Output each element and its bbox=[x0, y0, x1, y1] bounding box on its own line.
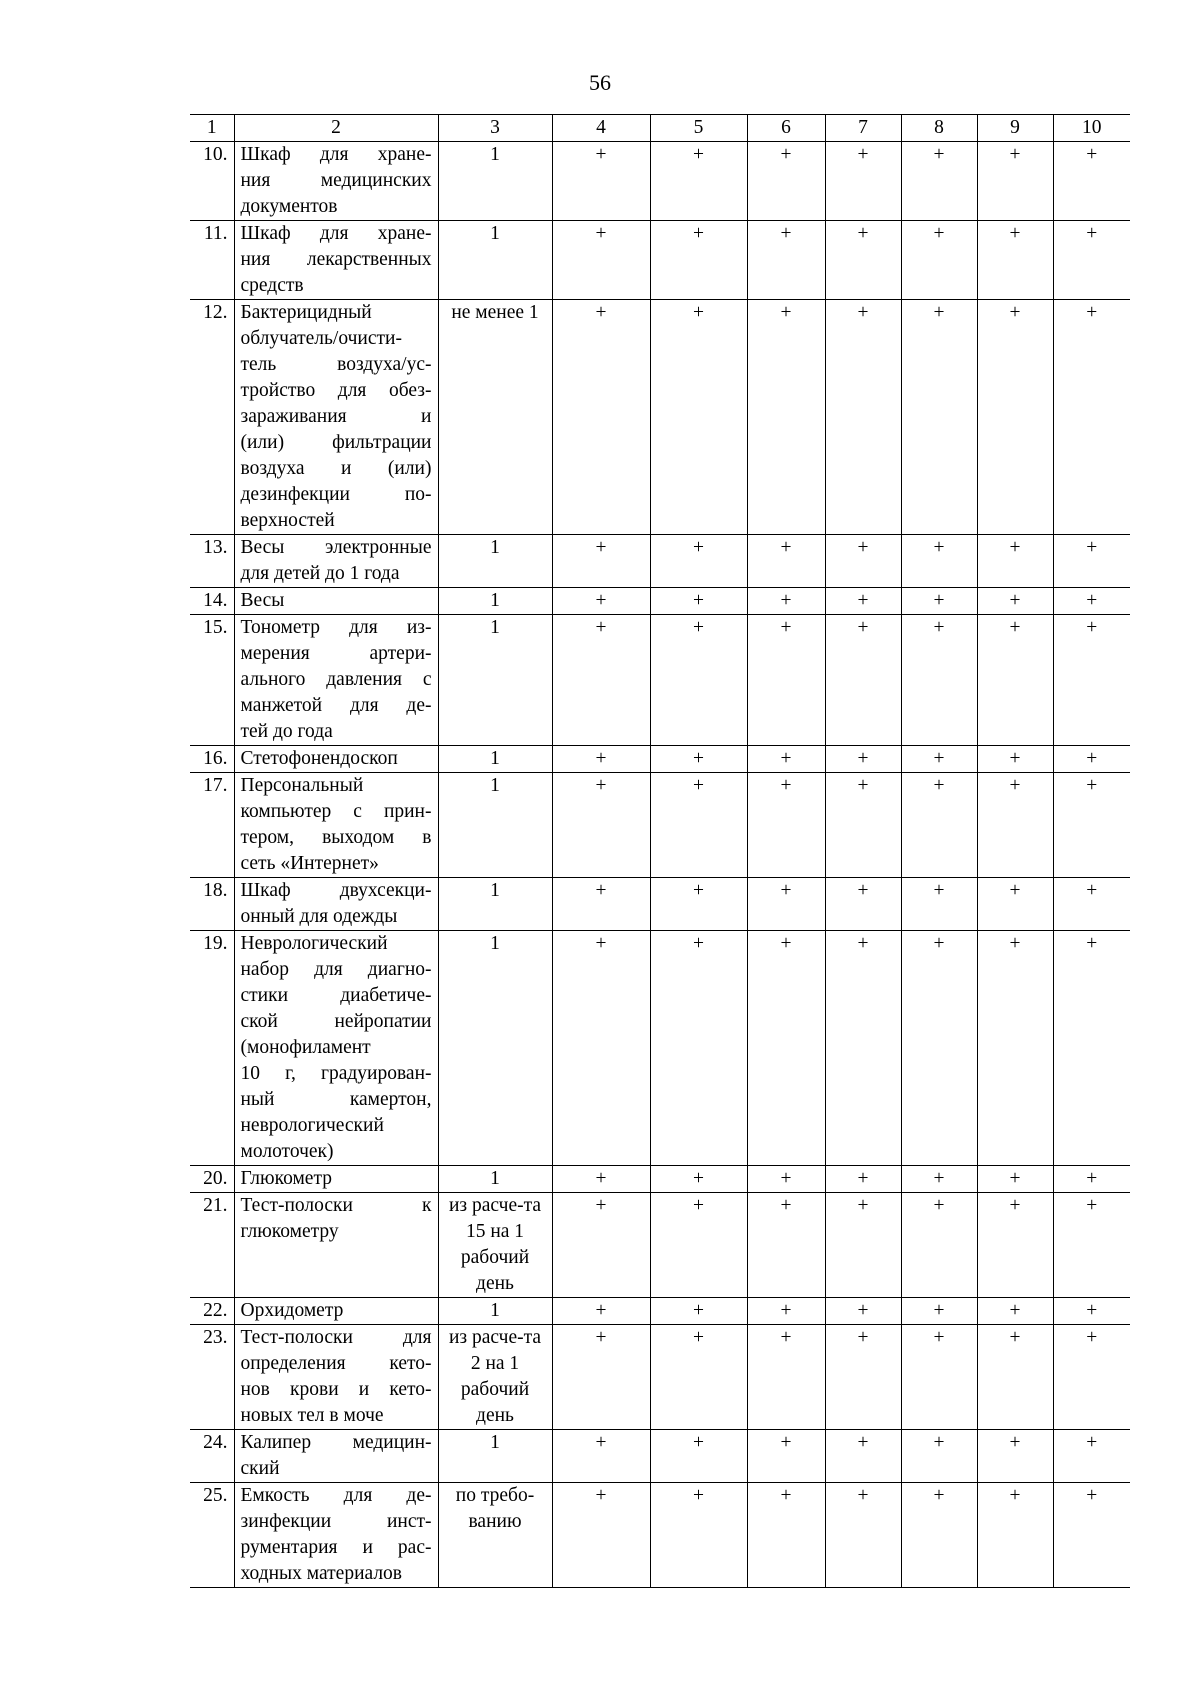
availability-mark-col-6: + bbox=[747, 535, 825, 588]
item-quantity: 1 bbox=[438, 1430, 552, 1483]
availability-mark-col-8: + bbox=[901, 615, 977, 746]
item-name-line: молоточек) bbox=[240, 1141, 334, 1162]
item-name-line: Шкаф для хране- bbox=[240, 223, 432, 244]
row-number: 15. bbox=[190, 615, 234, 746]
item-name bbox=[234, 1298, 438, 1325]
availability-mark-col-6: + bbox=[747, 1166, 825, 1193]
item-name-line: Шкаф двухсекци- bbox=[240, 880, 432, 901]
item-name-line: глюкометру bbox=[240, 1221, 339, 1242]
availability-mark-col-6: + bbox=[747, 1483, 825, 1588]
page-number: 56 bbox=[589, 70, 611, 95]
availability-mark-col-8: + bbox=[901, 1193, 977, 1298]
item-name-line: документов bbox=[240, 196, 338, 217]
availability-mark-col-7: + bbox=[825, 931, 901, 1166]
availability-mark-col-9: + bbox=[977, 773, 1053, 878]
row-number: 10. bbox=[190, 142, 234, 221]
column-header-4: 4 bbox=[552, 115, 650, 142]
availability-mark-col-7: + bbox=[825, 588, 901, 615]
availability-mark-col-8: + bbox=[901, 1430, 977, 1483]
availability-mark-col-4: + bbox=[552, 1193, 650, 1298]
item-name-line: Глюкометр bbox=[240, 1168, 332, 1189]
availability-mark-col-9: + bbox=[977, 1166, 1053, 1193]
availability-mark-col-6: + bbox=[747, 746, 825, 773]
availability-mark-col-9: + bbox=[977, 142, 1053, 221]
table-row bbox=[190, 1325, 1130, 1430]
column-header-10: 10 bbox=[1053, 115, 1130, 142]
item-name-line: мерения артери- bbox=[240, 643, 432, 664]
item-name-line: Емкость для де- bbox=[240, 1485, 432, 1506]
availability-mark-col-9: + bbox=[977, 1430, 1053, 1483]
item-quantity: 1 bbox=[438, 773, 552, 878]
availability-mark-col-5: + bbox=[650, 535, 747, 588]
availability-mark-col-7: + bbox=[825, 746, 901, 773]
availability-mark-col-4: + bbox=[552, 878, 650, 931]
availability-mark-col-5: + bbox=[650, 746, 747, 773]
item-name-line: (монофиламент bbox=[240, 1037, 371, 1058]
availability-mark-col-10: + bbox=[1053, 878, 1130, 931]
column-header-8: 8 bbox=[901, 115, 977, 142]
item-name-line: Тест-полоски к bbox=[240, 1195, 432, 1216]
item-quantity: 1 bbox=[438, 588, 552, 615]
availability-mark-col-5: + bbox=[650, 1298, 747, 1325]
item-name-line: Весы bbox=[240, 590, 285, 611]
availability-mark-col-9: + bbox=[977, 931, 1053, 1166]
item-name bbox=[234, 1325, 438, 1430]
item-name-line: зараживания и bbox=[240, 406, 432, 427]
item-name-line: Шкаф для хране- bbox=[240, 144, 432, 165]
availability-mark-col-6: + bbox=[747, 1430, 825, 1483]
item-name-line: ния лекарственных bbox=[240, 249, 432, 270]
availability-mark-col-9: + bbox=[977, 878, 1053, 931]
availability-mark-col-8: + bbox=[901, 588, 977, 615]
item-name-line: воздуха и (или) bbox=[240, 458, 432, 479]
availability-mark-col-9: + bbox=[977, 1483, 1053, 1588]
availability-mark-col-10: + bbox=[1053, 746, 1130, 773]
availability-mark-col-9: + bbox=[977, 1193, 1053, 1298]
availability-mark-col-8: + bbox=[901, 1325, 977, 1430]
availability-mark-col-5: + bbox=[650, 1193, 747, 1298]
availability-mark-col-7: + bbox=[825, 773, 901, 878]
availability-mark-col-5: + bbox=[650, 931, 747, 1166]
availability-mark-col-8: + bbox=[901, 535, 977, 588]
column-header-6: 6 bbox=[747, 115, 825, 142]
row-number: 13. bbox=[190, 535, 234, 588]
availability-mark-col-10: + bbox=[1053, 615, 1130, 746]
availability-mark-col-8: + bbox=[901, 300, 977, 535]
item-name-line: верхностей bbox=[240, 510, 335, 531]
table-body bbox=[190, 115, 1130, 1588]
availability-mark-col-4: + bbox=[552, 1325, 650, 1430]
item-name bbox=[234, 878, 438, 931]
availability-mark-col-8: + bbox=[901, 931, 977, 1166]
item-name-line: Калипер медицин- bbox=[240, 1432, 432, 1453]
item-name-line: неврологический bbox=[240, 1115, 384, 1136]
availability-mark-col-10: + bbox=[1053, 142, 1130, 221]
availability-mark-col-10: + bbox=[1053, 1298, 1130, 1325]
item-quantity: по требо-ванию bbox=[438, 1483, 552, 1588]
availability-mark-col-5: + bbox=[650, 878, 747, 931]
row-number: 18. bbox=[190, 878, 234, 931]
availability-mark-col-6: + bbox=[747, 878, 825, 931]
item-name-line: ального давления с bbox=[240, 669, 432, 690]
availability-mark-col-7: + bbox=[825, 1193, 901, 1298]
item-quantity: 1 bbox=[438, 615, 552, 746]
availability-mark-col-7: + bbox=[825, 878, 901, 931]
item-name-line: Стетофонендоскоп bbox=[240, 748, 398, 769]
column-header-5: 5 bbox=[650, 115, 747, 142]
item-name-line: компьютер с прин- bbox=[240, 801, 432, 822]
availability-mark-col-4: + bbox=[552, 931, 650, 1166]
column-header-9: 9 bbox=[977, 115, 1053, 142]
availability-mark-col-5: + bbox=[650, 1166, 747, 1193]
item-name bbox=[234, 1483, 438, 1588]
item-name-line: для детей до 1 года bbox=[240, 563, 400, 584]
availability-mark-col-4: + bbox=[552, 615, 650, 746]
item-name bbox=[234, 221, 438, 300]
row-number: 11. bbox=[190, 221, 234, 300]
item-name-line: рументария и рас- bbox=[240, 1537, 432, 1558]
item-name-line: тером, выходом в bbox=[240, 827, 432, 848]
item-name bbox=[234, 588, 438, 615]
item-name-line: дезинфекции по- bbox=[240, 484, 432, 505]
row-number: 22. bbox=[190, 1298, 234, 1325]
item-name-line: ской нейропатии bbox=[240, 1011, 432, 1032]
availability-mark-col-10: + bbox=[1053, 931, 1130, 1166]
item-name bbox=[234, 773, 438, 878]
availability-mark-col-6: + bbox=[747, 615, 825, 746]
item-name-line: тройство для обез- bbox=[240, 380, 432, 401]
column-header-7: 7 bbox=[825, 115, 901, 142]
availability-mark-col-9: + bbox=[977, 588, 1053, 615]
item-name-line: 10 г, градуирован- bbox=[240, 1063, 432, 1084]
availability-mark-col-4: + bbox=[552, 142, 650, 221]
item-name-line: нов крови и кето- bbox=[240, 1379, 432, 1400]
item-name bbox=[234, 1430, 438, 1483]
column-header-2: 2 bbox=[234, 115, 438, 142]
availability-mark-col-9: + bbox=[977, 1298, 1053, 1325]
item-name-line: тель воздуха/ус- bbox=[240, 354, 432, 375]
equipment-table bbox=[190, 114, 1130, 1588]
availability-mark-col-6: + bbox=[747, 1193, 825, 1298]
availability-mark-col-4: + bbox=[552, 535, 650, 588]
availability-mark-col-4: + bbox=[552, 1430, 650, 1483]
item-quantity: 1 bbox=[438, 221, 552, 300]
table-row bbox=[190, 773, 1130, 878]
availability-mark-col-5: + bbox=[650, 1430, 747, 1483]
column-header-3: 3 bbox=[438, 115, 552, 142]
item-name bbox=[234, 1166, 438, 1193]
item-name-line: стики диабетиче- bbox=[240, 985, 432, 1006]
table-row bbox=[190, 746, 1130, 773]
row-number: 19. bbox=[190, 931, 234, 1166]
item-name bbox=[234, 1193, 438, 1298]
table-row bbox=[190, 615, 1130, 746]
availability-mark-col-4: + bbox=[552, 221, 650, 300]
availability-mark-col-5: + bbox=[650, 300, 747, 535]
row-number: 24. bbox=[190, 1430, 234, 1483]
table-row bbox=[190, 1166, 1130, 1193]
item-name-line: Весы электронные bbox=[240, 537, 432, 558]
item-name-line: Орхидометр bbox=[240, 1300, 344, 1321]
availability-mark-col-6: + bbox=[747, 588, 825, 615]
availability-mark-col-5: + bbox=[650, 142, 747, 221]
column-header-1: 1 bbox=[190, 115, 234, 142]
item-name-line: определения кето- bbox=[240, 1353, 432, 1374]
availability-mark-col-9: + bbox=[977, 535, 1053, 588]
availability-mark-col-9: + bbox=[977, 221, 1053, 300]
availability-mark-col-6: + bbox=[747, 142, 825, 221]
availability-mark-col-7: + bbox=[825, 1166, 901, 1193]
availability-mark-col-4: + bbox=[552, 1298, 650, 1325]
table-row bbox=[190, 142, 1130, 221]
availability-mark-col-6: + bbox=[747, 1298, 825, 1325]
availability-mark-col-10: + bbox=[1053, 1166, 1130, 1193]
availability-mark-col-10: + bbox=[1053, 588, 1130, 615]
availability-mark-col-7: + bbox=[825, 142, 901, 221]
table-row bbox=[190, 878, 1130, 931]
availability-mark-col-8: + bbox=[901, 142, 977, 221]
availability-mark-col-4: + bbox=[552, 588, 650, 615]
item-name-line: (или) фильтрации bbox=[240, 432, 432, 453]
availability-mark-col-4: + bbox=[552, 1166, 650, 1193]
availability-mark-col-10: + bbox=[1053, 535, 1130, 588]
availability-mark-col-6: + bbox=[747, 300, 825, 535]
table-row bbox=[190, 1430, 1130, 1483]
item-name bbox=[234, 746, 438, 773]
availability-mark-col-7: + bbox=[825, 535, 901, 588]
availability-mark-col-4: + bbox=[552, 773, 650, 878]
item-name-line: сеть «Интернет» bbox=[240, 853, 379, 874]
availability-mark-col-10: + bbox=[1053, 221, 1130, 300]
availability-mark-col-8: + bbox=[901, 746, 977, 773]
availability-mark-col-9: + bbox=[977, 1325, 1053, 1430]
availability-mark-col-8: + bbox=[901, 773, 977, 878]
table-row bbox=[190, 535, 1130, 588]
availability-mark-col-6: + bbox=[747, 931, 825, 1166]
availability-mark-col-8: + bbox=[901, 1298, 977, 1325]
availability-mark-col-7: + bbox=[825, 1483, 901, 1588]
availability-mark-col-6: + bbox=[747, 221, 825, 300]
item-name-line: средств bbox=[240, 275, 304, 296]
row-number: 17. bbox=[190, 773, 234, 878]
row-number: 23. bbox=[190, 1325, 234, 1430]
table-row bbox=[190, 221, 1130, 300]
item-quantity: 1 bbox=[438, 931, 552, 1166]
item-name-line: зинфекции инст- bbox=[240, 1511, 432, 1532]
table-row bbox=[190, 1298, 1130, 1325]
availability-mark-col-10: + bbox=[1053, 300, 1130, 535]
item-name-line: Тонометр для из- bbox=[240, 617, 432, 638]
availability-mark-col-5: + bbox=[650, 221, 747, 300]
item-name-line: ский bbox=[240, 1458, 280, 1479]
item-quantity: не менее 1 bbox=[438, 300, 552, 535]
item-name bbox=[234, 931, 438, 1166]
availability-mark-col-5: + bbox=[650, 773, 747, 878]
table-row bbox=[190, 300, 1130, 535]
availability-mark-col-6: + bbox=[747, 1325, 825, 1430]
row-number: 25. bbox=[190, 1483, 234, 1588]
table-row bbox=[190, 1193, 1130, 1298]
item-name-line: ния медицинских bbox=[240, 170, 432, 191]
item-name bbox=[234, 300, 438, 535]
availability-mark-col-7: + bbox=[825, 1325, 901, 1430]
row-number: 16. bbox=[190, 746, 234, 773]
availability-mark-col-5: + bbox=[650, 615, 747, 746]
availability-mark-col-10: + bbox=[1053, 1325, 1130, 1430]
item-name-line: манжетой для де- bbox=[240, 695, 432, 716]
item-name-line: ный камертон, bbox=[240, 1089, 432, 1110]
item-quantity: 1 bbox=[438, 1166, 552, 1193]
item-quantity: из расче-та 2 на 1 рабочий день bbox=[438, 1325, 552, 1430]
availability-mark-col-8: + bbox=[901, 1166, 977, 1193]
row-number: 12. bbox=[190, 300, 234, 535]
availability-mark-col-7: + bbox=[825, 221, 901, 300]
availability-mark-col-7: + bbox=[825, 1430, 901, 1483]
item-name-line: Персональный bbox=[240, 775, 364, 796]
item-quantity: из расче-та 15 на 1 рабочий день bbox=[438, 1193, 552, 1298]
availability-mark-col-8: + bbox=[901, 878, 977, 931]
availability-mark-col-7: + bbox=[825, 1298, 901, 1325]
availability-mark-col-5: + bbox=[650, 1325, 747, 1430]
availability-mark-col-10: + bbox=[1053, 1483, 1130, 1588]
table-row bbox=[190, 1483, 1130, 1588]
item-quantity: 1 bbox=[438, 746, 552, 773]
availability-mark-col-10: + bbox=[1053, 1193, 1130, 1298]
item-name-line: тей до года bbox=[240, 721, 333, 742]
item-name-line: ходных материалов bbox=[240, 1563, 403, 1584]
item-quantity: 1 bbox=[438, 535, 552, 588]
item-name-line: Неврологический bbox=[240, 933, 388, 954]
row-number: 21. bbox=[190, 1193, 234, 1298]
row-number: 14. bbox=[190, 588, 234, 615]
availability-mark-col-4: + bbox=[552, 1483, 650, 1588]
availability-mark-col-7: + bbox=[825, 615, 901, 746]
item-name-line: онный для одежды bbox=[240, 906, 398, 927]
availability-mark-col-10: + bbox=[1053, 773, 1130, 878]
header-row bbox=[190, 115, 1130, 142]
availability-mark-col-4: + bbox=[552, 300, 650, 535]
availability-mark-col-8: + bbox=[901, 1483, 977, 1588]
table-row bbox=[190, 588, 1130, 615]
item-quantity: 1 bbox=[438, 142, 552, 221]
availability-mark-col-9: + bbox=[977, 746, 1053, 773]
availability-mark-col-5: + bbox=[650, 1483, 747, 1588]
availability-mark-col-9: + bbox=[977, 615, 1053, 746]
item-name bbox=[234, 535, 438, 588]
item-name bbox=[234, 615, 438, 746]
item-name-line: набор для диагно- bbox=[240, 959, 432, 980]
item-name-line: Тест-полоски для bbox=[240, 1327, 432, 1348]
availability-mark-col-4: + bbox=[552, 746, 650, 773]
item-name-line: облучатель/очисти- bbox=[240, 328, 402, 349]
availability-mark-col-8: + bbox=[901, 221, 977, 300]
availability-mark-col-7: + bbox=[825, 300, 901, 535]
availability-mark-col-10: + bbox=[1053, 1430, 1130, 1483]
item-quantity: 1 bbox=[438, 878, 552, 931]
row-number: 20. bbox=[190, 1166, 234, 1193]
availability-mark-col-5: + bbox=[650, 588, 747, 615]
table-row bbox=[190, 931, 1130, 1166]
item-quantity: 1 bbox=[438, 1298, 552, 1325]
availability-mark-col-6: + bbox=[747, 773, 825, 878]
availability-mark-col-9: + bbox=[977, 300, 1053, 535]
item-name-line: новых тел в моче bbox=[240, 1405, 384, 1426]
item-name bbox=[234, 142, 438, 221]
item-name-line: Бактерицидный bbox=[240, 302, 372, 323]
